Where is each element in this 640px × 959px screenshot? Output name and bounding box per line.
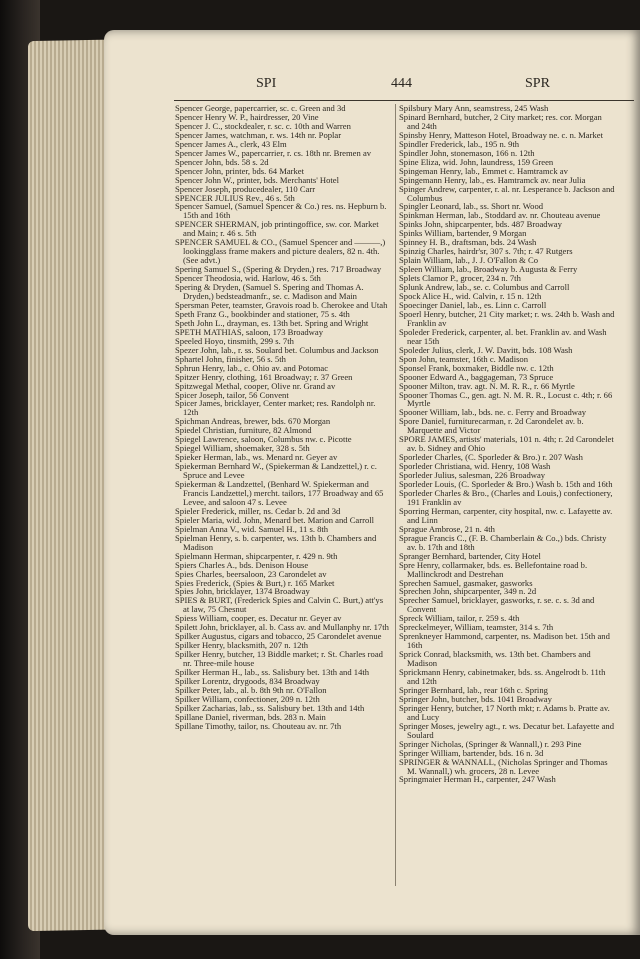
directory-entry: Spielmann Herman, shipcarpenter, r. 429 n. 9th bbox=[175, 550, 338, 561]
directory-entry: Spre Henry, collarmaker, bds. es. Bellefontaine road b. Mallinckrodt and Destrehan bbox=[399, 559, 588, 579]
directory-entry: Spooner Thomas C., gen. agt. N. M. R. R., Locust c. 4th; r. 66 Myrtle bbox=[399, 389, 613, 409]
directory-entry: Spon John, teamster, 16th c. Madison bbox=[399, 353, 529, 364]
header-right-guide-word: SPR bbox=[525, 76, 550, 91]
directory-entry: Spezer John, lab., r. ss. Soulard bet. Columbus and Jackson bbox=[175, 344, 379, 355]
directory-entry: Sprenkneyer Hammond, carpenter, ns. Madison bet. 15th and 16th bbox=[399, 631, 610, 651]
directory-entry: Splunk Andrew, lab., se. c. Columbus and Carroll bbox=[399, 282, 570, 293]
directory-entry: Spicer Joseph, tailor, 56 Convent bbox=[175, 389, 289, 400]
directory-entry: Spooner Milton, trav. agt. N. M. R. R., r. 66 Myrtle bbox=[399, 380, 575, 391]
directory-entry: Spiekerman & Landzettel, (Benhard W. Spiekerman and Francis Landzettel,) mercht. tailors, 177 Broadway and 65 Levee, and saloon 47 s. Levee bbox=[175, 479, 384, 507]
header-rule bbox=[174, 100, 634, 101]
directory-entry: Spinks William, bartender, 9 Morgan bbox=[399, 228, 527, 239]
directory-entry: Springer Nicholas, (Springer & Wannall,) r. 293 Pine bbox=[399, 738, 582, 749]
directory-entry: Spillane Timothy, tailor, ns. Chouteau av. nr. 7th bbox=[175, 720, 342, 731]
directory-entry: Spencer John W., printer, bds. Merchants' Hotel bbox=[175, 174, 339, 185]
directory-entry: Spleen William, lab., Broadway b. Augusta & Ferry bbox=[399, 264, 578, 275]
directory-entry: Spielman Anna V., wid. Samuel H., 11 s. 8th bbox=[175, 523, 329, 534]
directory-entry: Spindler John, stonemason, 166 n. 12th bbox=[399, 147, 535, 158]
directory-entry: Spencer J. C., stockdealer, r. sc. c. 10th and Warren bbox=[175, 120, 351, 131]
directory-entry: Spielman Henry, s. b. carpenter, ws. 13th b. Chambers and Madison bbox=[175, 532, 377, 552]
directory-entry: Spencer Henry W. P., hairdresser, 20 Vine bbox=[175, 111, 319, 122]
directory-entry: Spilker Henry, blacksmith, 207 n. 12th bbox=[175, 640, 309, 651]
directory-entry: SPETH MATHIAS, saloon, 173 Broadway bbox=[175, 326, 323, 337]
directory-entry: Spiedel Christian, furniture, 82 Almond bbox=[175, 425, 312, 436]
directory-entry: Spingler Leonard, lab., ss. Short nr. Wood bbox=[399, 201, 544, 212]
directory-entry: Sporleder Louis, (C. Sporleder & Bro.) Wash b. 15th and 16th bbox=[399, 479, 613, 490]
directory-entry: Spilker Henry, butcher, 13 Biddle market; r. St. Charles road nr. Three-mile house bbox=[175, 649, 383, 669]
directory-entry: Spies John, bricklayer, 1374 Broadway bbox=[175, 586, 310, 597]
directory-entry: Spilker Lorentz, drygoods, 834 Broadway bbox=[175, 676, 320, 686]
directory-entry: Spencer James, watchman, r. ws. 14th nr. Poplar bbox=[175, 129, 342, 140]
directory-entry: Sprecher Samuel, bricklayer, gasworks, r. se. c. s. 3d and Convent bbox=[399, 595, 595, 615]
directory-entry: Spindler Frederick, lab., 195 n. 9th bbox=[399, 138, 520, 149]
directory-entry: Spiegel Lawrence, saloon, Columbus nw. c. Picotte bbox=[175, 434, 352, 445]
directory-entry: Spiegel William, shoemaker, 328 s. 5th bbox=[175, 443, 310, 454]
directory-entry: Springer Henry, butcher, 17 North mkt; r. Adams b. Pratte av. and Lucy bbox=[399, 702, 610, 722]
directory-entry: Springer Bernhard, lab., rear 16th c. Spring bbox=[399, 684, 548, 695]
directory-entry: Spies Charles, beersaloon, 23 Carondelet av bbox=[175, 568, 327, 579]
directory-entry: Spiers Charles A., bds. Denison House bbox=[175, 559, 309, 570]
directory-entry: Spies Frederick, (Spies & Burt,) r. 165 Market bbox=[175, 577, 335, 588]
directory-entry: Spinney H. B., draftsman, bds. 24 Wash bbox=[399, 237, 537, 248]
directory-entry: Spicer James, bricklayer, Center market; res. Randolph nr. 12th bbox=[175, 398, 376, 418]
directory-entry: Spencer George, papercarrier, sc. c. Green and 3d bbox=[175, 103, 346, 113]
directory-entry: Spichman Andreas, brewer, bds. 670 Morgan bbox=[175, 416, 331, 427]
directory-entry: SPENCER SAMUEL & CO., (Samuel Spencer and ———,) lookingglass frame makers and picture dealers, 82 n. 4th. (See advt.) bbox=[175, 237, 386, 266]
directory-entry: Spitzer Henry, clothing, 161 Broadway; r. 37 Green bbox=[175, 371, 353, 382]
directory-entry: Sprechen Samuel, gasmaker, gasworks bbox=[399, 577, 533, 588]
directory-entry: SPORE JAMES, artists' materials, 101 n. 4th; r. 2d Carondelet av. b. Sidney and Ohio bbox=[399, 434, 614, 454]
directory-entry: Spitzwegal Methal, cooper, Olive nr. Grand av bbox=[175, 380, 336, 391]
directory-entry: Spiess William, cooper, es. Decatur nr. Geyer av bbox=[175, 613, 342, 624]
directory-entry: Spinzig Charles, hairdr'sr, 307 s. 7th; r. 47 Rutgers bbox=[399, 246, 573, 257]
directory-page bbox=[104, 30, 640, 935]
directory-entry: Sprechen John, shipcarpenter, 349 n. 2d bbox=[399, 586, 537, 597]
directory-entry: Spillane Daniel, riverman, bds. 283 n. Main bbox=[175, 711, 326, 722]
directory-entry: Spoecinger Daniel, lab., es. Linn c. Carroll bbox=[399, 299, 547, 310]
directory-entry: Splain William, lab., J. J. O'Fallon & Co bbox=[399, 255, 539, 266]
directory-entry: Spreck William, tailor, r. 259 s. 4th bbox=[399, 613, 520, 624]
directory-entry: Spilker Peter, lab., al. b. 8th 9th nr. O'Fallon bbox=[175, 684, 327, 695]
directory-entry: Spilett John, bricklayer, al. b. Cass av. and Mullanphy nr. 17th bbox=[175, 622, 389, 633]
directory-entry: Speeled Hoyo, tinsmith, 299 s. 7th bbox=[175, 335, 294, 346]
directory-entry: Spilsbury Mary Ann, seamstress, 245 Wash bbox=[399, 103, 549, 113]
directory-entry: Spiekerman Bernhard W., (Spiekerman & Landzettel,) r. c. Spruce and Levee bbox=[175, 461, 377, 481]
directory-entry: SPIES & BURT, (Frederick Spies and Calvin C. Burt,) att'ys at law, 75 Chesnut bbox=[175, 595, 384, 615]
directory-entry: Spine Eliza, wid. John, laundress, 159 Green bbox=[399, 156, 554, 167]
directory-entry: Spinger Andrew, carpenter, r. al. nr. Lesperance b. Jackson and Columbus bbox=[399, 183, 615, 203]
directory-entry: Spoleder Julius, clerk, J. W. Davitt, bds. 108 Wash bbox=[399, 344, 573, 355]
directory-entry: Spinks John, shipcarpenter, bds. 487 Broadway bbox=[399, 219, 562, 230]
running-header bbox=[104, 76, 640, 96]
directory-entry: Sprague Francis C., (F. B. Chamberlain & Co.,) bds. Christy av. b. 17th and 18th bbox=[399, 532, 607, 552]
left-column bbox=[175, 104, 391, 731]
directory-entry: Sprickmann Henry, cabinetmaker, bds. ss. Angelrodt b. 11th and 12th bbox=[399, 667, 606, 686]
directory-entry: Springer John, butcher, bds. 1041 Broadway bbox=[399, 693, 552, 704]
column-divider bbox=[395, 104, 396, 886]
directory-entry: SPENCER JULIUS Rev., 46 s. 5th bbox=[175, 192, 295, 203]
directory-entry: Spencer Samuel, (Samuel Spencer & Co.) res. ns. Hepburn b. 15th and 16th bbox=[175, 201, 387, 221]
directory-entry: Spranger Bernhard, bartender, City Hotel bbox=[399, 550, 541, 561]
directory-entry: Spingemann Henry, lab., es. Hamtramck av. near Julia bbox=[399, 174, 586, 185]
right-column bbox=[399, 104, 615, 784]
directory-entry: Spieker Herman, lab., ws. Menard nr. Geyer av bbox=[175, 452, 338, 463]
directory-entry: Spinsby Henry, Matteson Hotel, Broadway ne. c. n. Market bbox=[399, 129, 603, 140]
directory-entry: Speth Franz G., bookbinder and stationer, 75 s. 4th bbox=[175, 308, 350, 319]
directory-entry: Sporleder Charles, (C. Sporleder & Bro.) r. 207 Wash bbox=[399, 452, 583, 463]
directory-entry: Sprague Ambrose, 21 n. 4th bbox=[399, 523, 495, 534]
directory-entry: Spencer Joseph, producedealer, 110 Carr bbox=[175, 183, 316, 194]
directory-entry: Sporring Herman, carpenter, city hospital, nw. c. Lafayette av. and Linn bbox=[399, 505, 613, 525]
directory-entry: Spencer John, bds. 58 s. 2d bbox=[175, 156, 269, 167]
directory-entry: Spencer Theodosia, wid. Harlow, 46 s. 5th bbox=[175, 273, 321, 284]
directory-entry: Spinkman Herman, lab., Stoddard av. nr. Chouteau avenue bbox=[399, 210, 601, 221]
directory-entry: Spencer James A., clerk, 43 Elm bbox=[175, 138, 287, 149]
directory-entry: Sprick Conrad, blacksmith, ws. 13th bet. Chambers and Madison bbox=[399, 649, 591, 669]
header-left-guide-word: SPI bbox=[256, 76, 277, 91]
directory-entry: Speth John L., drayman, es. 13th bet. Spring and Wright bbox=[175, 317, 369, 328]
directory-entry: Spoerl Henry, butcher, 21 City market; r. ws. 24th b. Wash and Franklin av bbox=[399, 308, 615, 328]
directory-entry: Spoleder Frederick, carpenter, al. bet. Franklin av. and Wash near 15th bbox=[399, 326, 607, 346]
directory-entry: Sponsel Frank, boxmaker, Biddle nw. c. 12th bbox=[399, 362, 554, 373]
directory-entry: Spilker Zacharias, lab., ss. Salisbury bet. 13th and 14th bbox=[175, 702, 365, 713]
directory-entry: Spilker Augustus, cigars and tobacco, 25 Carondelet avenue bbox=[175, 631, 382, 642]
directory-entry: Spingeman Henry, lab., Emmet c. Hamtramck av bbox=[399, 165, 568, 176]
directory-entry: Spieler Maria, wid. John, Menard bet. Marion and Carroll bbox=[175, 514, 375, 525]
directory-entry: Spering & Dryden, (Samuel S. Spering and Thomas A. Dryden,) bedsteadmanfr., se. c. Madison and Main bbox=[175, 282, 364, 302]
directory-entry: Spock Alice H., wid. Calvin, r. 15 n. 12th bbox=[399, 291, 542, 302]
directory-entry: Spooner William, lab., bds. ne. c. Ferry and Broadway bbox=[399, 407, 587, 418]
directory-entry: SPENCER SHERMAN, job printingoffice, sw. cor. Market and Main; r. 46 s. 5th bbox=[175, 219, 379, 239]
directory-entry: Springmaier Herman H., carpenter, 247 Wash bbox=[399, 774, 556, 785]
directory-entry: Sphartel John, finisher, 56 s. 5th bbox=[175, 353, 286, 364]
directory-entry: Spinard Bernhard, butcher, 2 City market; res. cor. Morgan and 24th bbox=[399, 111, 602, 131]
directory-entry: Sporleder Christiana, wid. Henry, 108 Wash bbox=[399, 461, 551, 472]
directory-entry: Sporleder Charles & Bro., (Charles and Louis,) confectionery, 191 Franklin av bbox=[399, 487, 613, 507]
directory-entry: Spencer James W., papercarrier, r. cs. 18th nr. Bremen av bbox=[175, 147, 372, 158]
directory-entry: Spooner Edward A., baggageman, 73 Spruce bbox=[399, 371, 554, 382]
directory-entry: Spencer John, printer, bds. 64 Market bbox=[175, 165, 305, 176]
directory-entry: Spilker William, confectioner, 209 n. 12th bbox=[175, 693, 320, 704]
directory-entry: Spreckelmeyer, William, teamster, 314 s. 7th bbox=[399, 622, 554, 633]
directory-entry: Springer William, bartender, bds. 16 n. 3d bbox=[399, 747, 544, 758]
directory-entry: SPRINGER & WANNALL, (Nicholas Springer and Thomas M. Wannall,) wh. grocers, 28 n. Levee bbox=[399, 756, 608, 776]
directory-entry: Spersman Peter, teamster, Gravois road b. Cherokee and Utah bbox=[175, 299, 388, 310]
directory-entry: Spilker Herman H., lab., ss. Salisbury bet. 13th and 14th bbox=[175, 667, 370, 678]
directory-entry: Springer Moses, jewelry agt., r. ws. Decatur bet. Lafayette and Soulard bbox=[399, 720, 615, 740]
directory-entry: Spering Samuel S., (Spering & Dryden,) res. 717 Broadway bbox=[175, 264, 382, 275]
directory-entry: Sporleder Julius, salesman, 226 Broadway bbox=[399, 470, 546, 481]
directory-entry: Splets Clamor P., grocer, 234 n. 7th bbox=[399, 273, 521, 284]
directory-entry: Spieler Frederick, miller, ns. Cedar b. 2d and 3d bbox=[175, 505, 341, 516]
directory-entry: Spore Daniel, furniturecarman, r. 2d Carondelet av. b. Marquette and Victor bbox=[399, 416, 584, 436]
directory-entry: Sphrun Henry, lab., c. Ohio av. and Potomac bbox=[175, 362, 329, 373]
page-number: 444 bbox=[391, 76, 412, 91]
